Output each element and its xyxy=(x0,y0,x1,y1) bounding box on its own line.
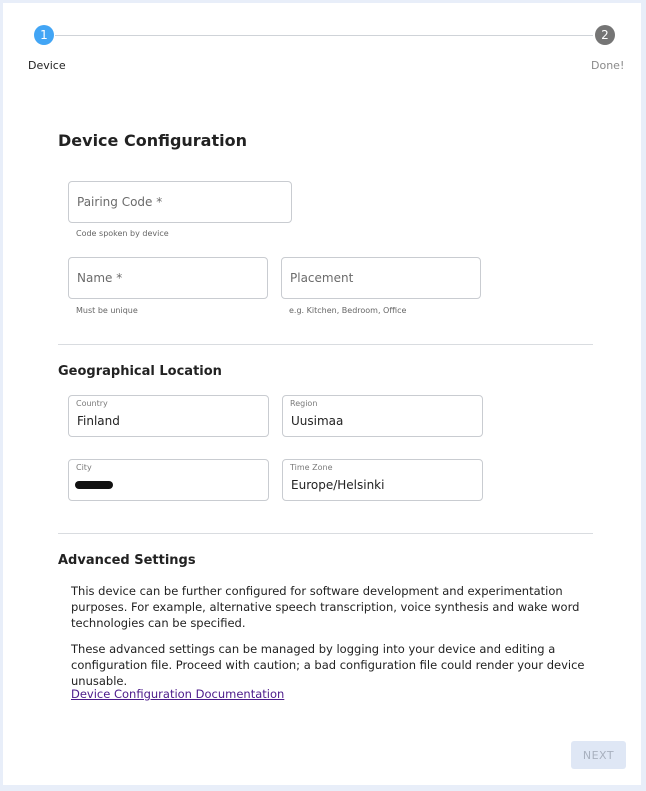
name-input[interactable] xyxy=(68,257,268,299)
pairing-code-helper: Code spoken by device xyxy=(76,229,169,238)
placement-input[interactable] xyxy=(281,257,481,299)
advanced-paragraph-1: This device can be further configured for software development and experimentation purposes. For example, alternative speech transcription, voice synthesis and wake word technologies can be specified. xyxy=(71,584,580,630)
pairing-code-placeholder: Pairing Code * xyxy=(77,195,163,209)
setup-card xyxy=(3,3,641,785)
region-select[interactable] xyxy=(282,395,483,437)
pairing-code-input[interactable] xyxy=(68,181,292,223)
placement-placeholder: Placement xyxy=(290,271,354,285)
region-label: Region xyxy=(290,399,318,408)
timezone-label: Time Zone xyxy=(290,463,333,472)
region-value: Uusimaa xyxy=(291,414,344,428)
country-select[interactable] xyxy=(68,395,269,437)
timezone-select[interactable] xyxy=(282,459,483,501)
country-value: Finland xyxy=(77,414,120,428)
placement-helper: e.g. Kitchen, Bedroom, Office xyxy=(289,306,407,315)
step-2-label: Done! xyxy=(591,59,625,72)
section-divider xyxy=(58,344,593,345)
step-2-indicator: 2 xyxy=(595,25,615,45)
country-label: Country xyxy=(76,399,108,408)
timezone-value: Europe/Helsinki xyxy=(291,478,385,492)
name-placeholder: Name * xyxy=(77,271,123,285)
advanced-section-title: Advanced Settings xyxy=(58,553,196,568)
page-title: Device Configuration xyxy=(58,131,247,150)
documentation-link[interactable]: Device Configuration Documentation xyxy=(71,687,285,701)
step-1-label: Device xyxy=(28,59,66,72)
advanced-paragraph-2: These advanced settings can be managed by logging into your device and editing a configuration file. Proceed with caution; a bad configuration file could render your device unusable. xyxy=(71,642,585,688)
name-helper: Must be unique xyxy=(76,306,138,315)
section-divider xyxy=(58,533,593,534)
next-button[interactable]: NEXT xyxy=(571,741,626,769)
city-select[interactable] xyxy=(68,459,269,501)
redaction-mark xyxy=(75,481,113,489)
stepper-connector xyxy=(55,35,593,36)
step-1-indicator: 1 xyxy=(34,25,54,45)
city-label: City xyxy=(76,463,92,472)
geo-section-title: Geographical Location xyxy=(58,364,222,379)
